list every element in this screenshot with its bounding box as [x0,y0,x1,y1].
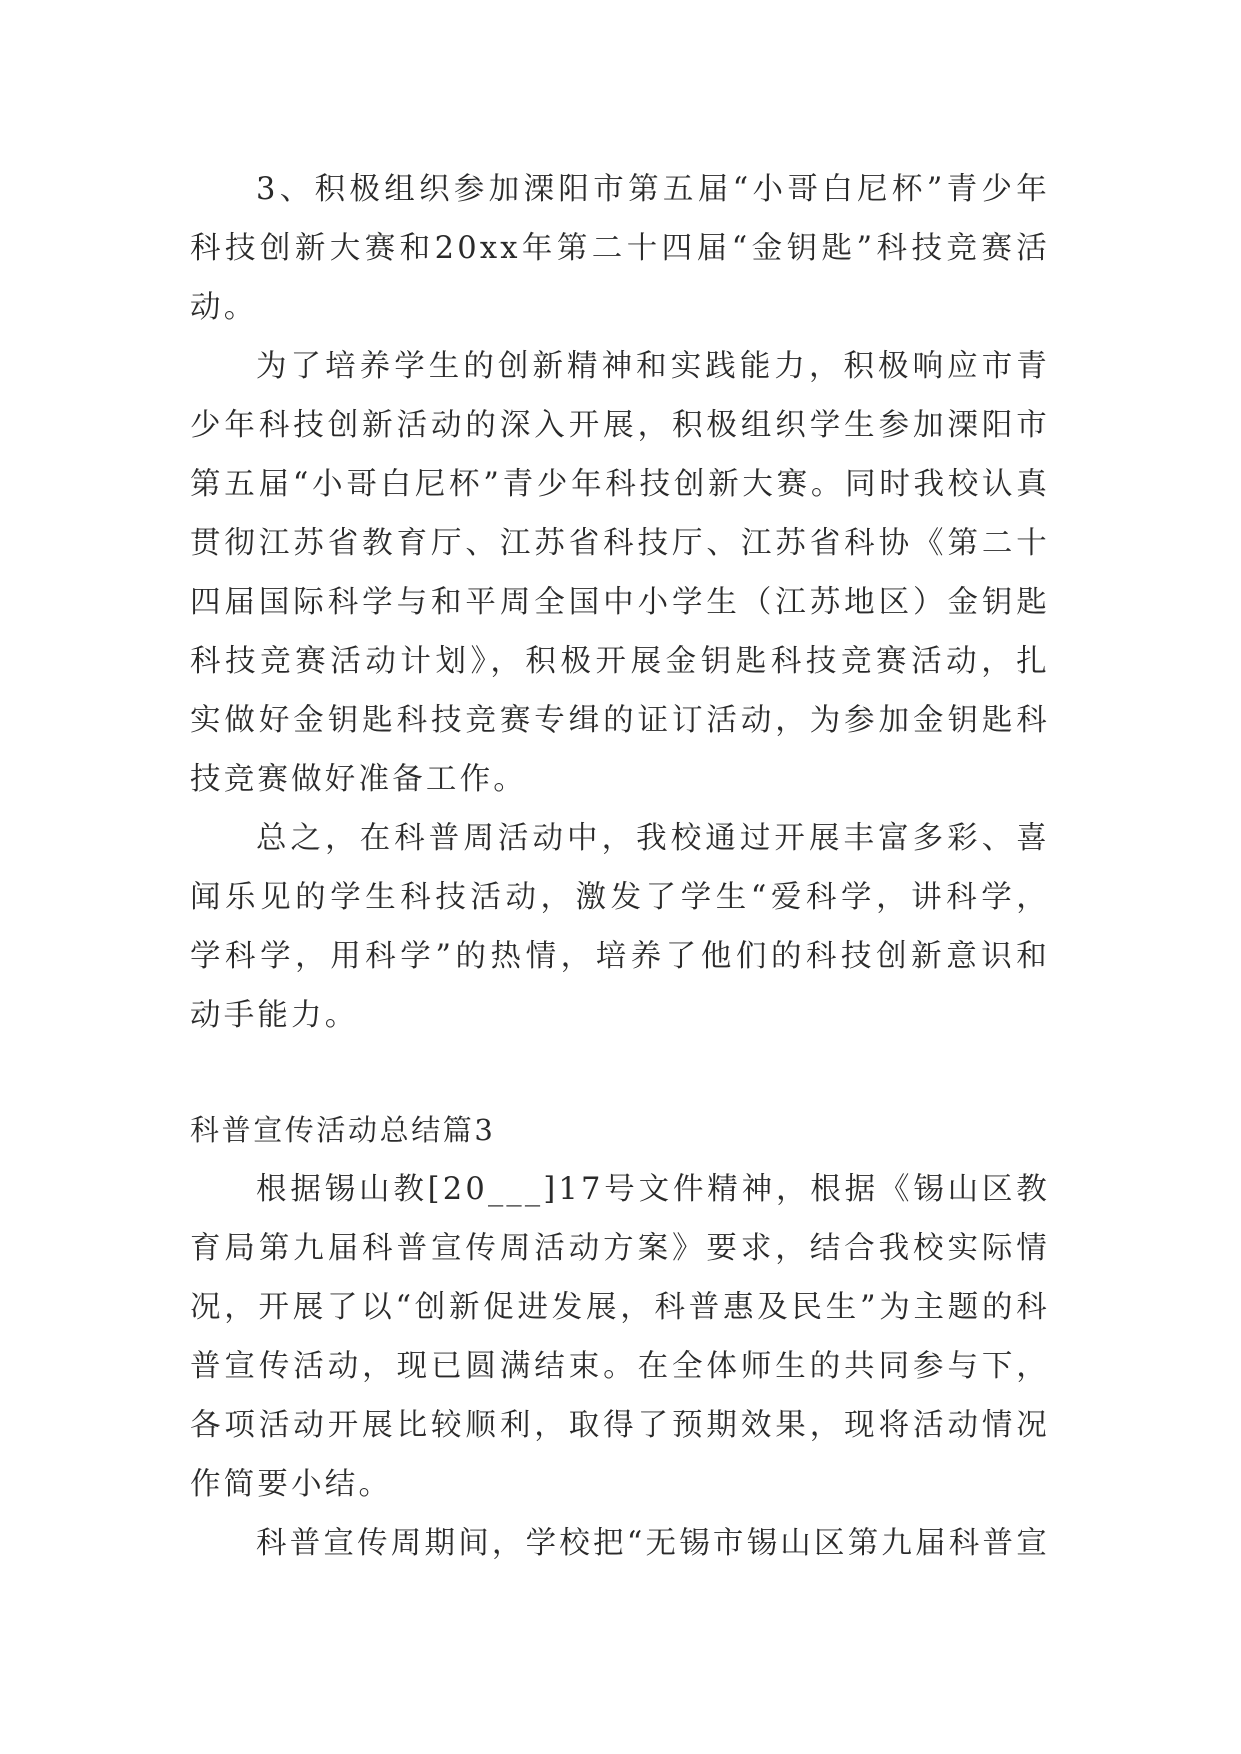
paragraph-competition-item: 3、积极组织参加溧阳市第五届“小哥白尼杯”青少年科技创新大赛和20xx年第二十四届“金钥匙”科技竞赛活动。 [190,172,1050,325]
section-title: 科普宣传活动总结篇3 [190,1113,496,1147]
document-body [190,160,1050,1573]
paragraph-innovation-contest: 为了培养学生的创新精神和实践能力，积极响应市青少年科技创新活动的深入开展，积极组织学生参加溧阳市第五届“小哥白尼杯”青少年科技创新大赛。同时我校认真贯彻江苏省教育厅、江苏省科技厅、江苏省科协《第二十四届国际科学与和平周全国中小学生（江苏地区）金钥匙科技竞赛活动计划》，积极开展金钥匙科技竞赛活动，扎实做好金钥匙科技竞赛专缉的证订活动，为参加金钥匙科技竞赛做好准备工作。 [190,349,1050,797]
paragraph-science-week: 科普宣传周期间，学校把“无锡市锡山区第九届科普宣 [256,1526,1050,1561]
paragraph-summary: 总之，在科普周活动中，我校通过开展丰富多彩、喜闻乐见的学生科技活动，激发了学生“爱科学，讲科学，学科学，用科学”的热情，培养了他们的科技创新意识和动手能力。 [190,821,1050,1033]
paragraph-intro: 根据锡山教[20___]17号文件精神，根据《锡山区教育局第九届科普宣传周活动方案》要求，结合我校实际情况，开展了以“创新促进发展，科普惠及民生”为主题的科普宣传活动，现已圆满结束。在全体师生的共同参与下，各项活动开展比较顺利，取得了预期效果，现将活动情况作简要小结。 [190,1172,1050,1502]
